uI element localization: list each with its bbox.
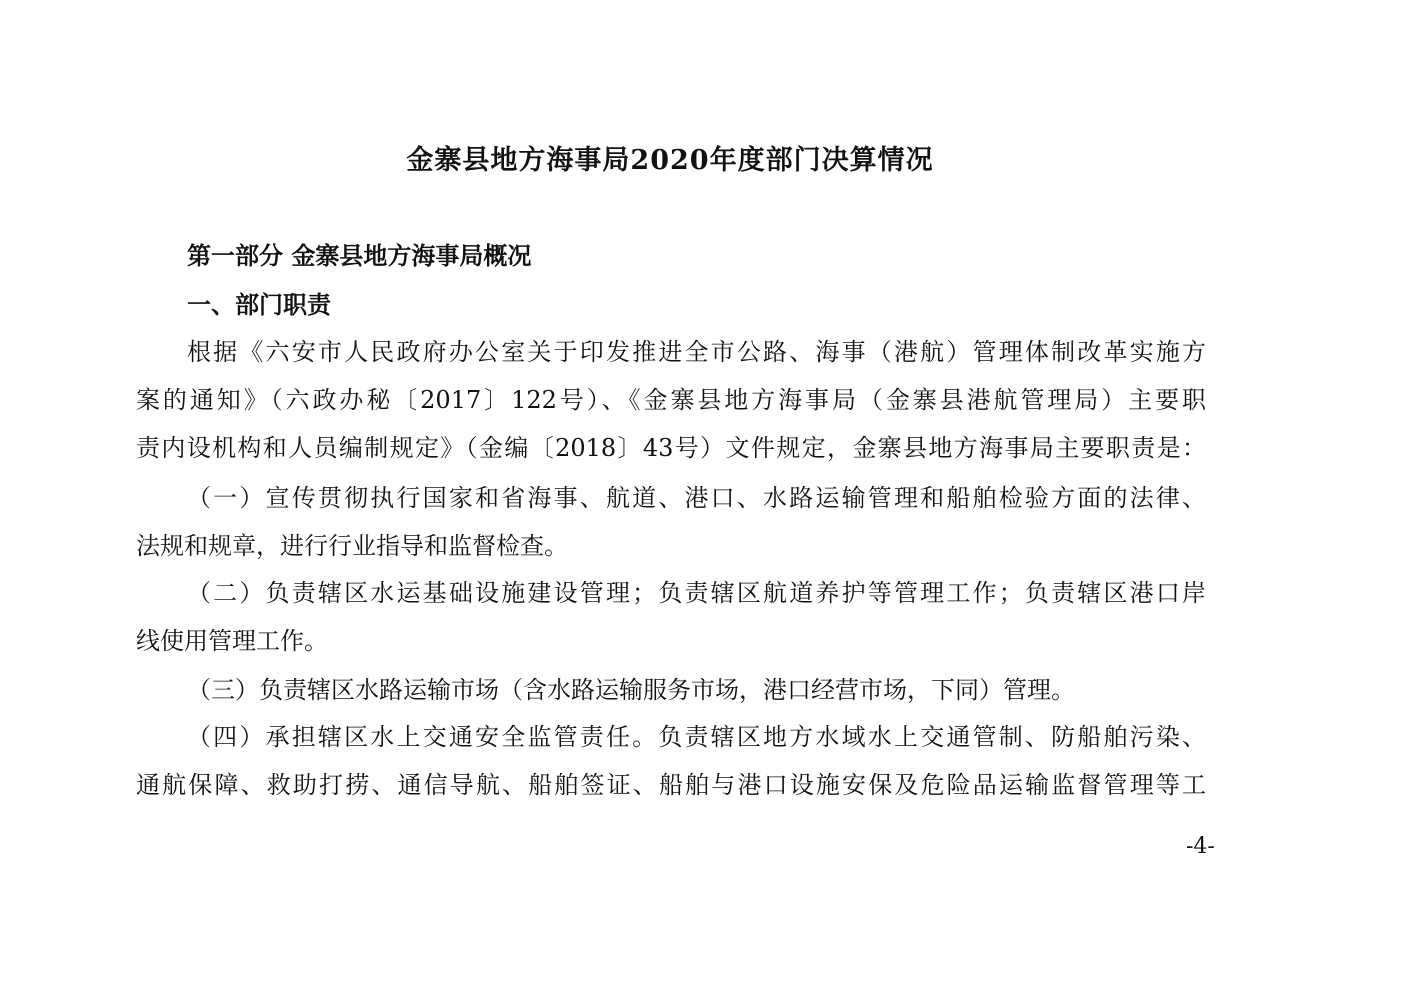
paragraph-line: （一）宣传贯彻执行国家和省海事、航道、港口、水路运输管理和船舶检验方面的法律、	[187, 484, 1206, 512]
page-number: -4-	[1186, 834, 1215, 859]
paragraph-line: 责内设机构和人员编制规定》（金编〔2018〕43号）文件规定，金寨县地方海事局主要职责是：	[136, 434, 1206, 462]
paragraph-line: （四）承担辖区水上交通安全监管责任。负责辖区地方水域水上交通管制、防船舶污染、	[187, 723, 1206, 751]
document-title: 金寨县地方海事局2020年度部门决算情况	[406, 145, 934, 176]
paragraph-line: 通航保障、救助打捞、通信导航、船舶签证、船舶与港口设施安保及危险品运输监督管理等工	[136, 771, 1206, 799]
paragraph-line: 法规和规章，进行行业指导和监督检查。	[136, 532, 568, 560]
section-heading: 一、部门职责	[187, 290, 331, 319]
paragraph-line: 根据《六安市人民政府办公室关于印发推进全市公路、海事（港航）管理体制改革实施方	[187, 338, 1206, 366]
paragraph-line: （三）负责辖区水路运输市场（含水路运输服务市场，港口经营市场，下同）管理。	[187, 676, 1075, 704]
paragraph-line: 线使用管理工作。	[136, 627, 328, 655]
part-heading: 第一部分 金寨县地方海事局概况	[187, 241, 532, 270]
paragraph-line: （二）负责辖区水运基础设施建设管理；负责辖区航道养护等管理工作；负责辖区港口岸	[187, 579, 1206, 607]
paragraph-line: 案的通知》（六政办秘〔2017〕122号）、《金寨县地方海事局（金寨县港航管理局）主要职	[136, 386, 1206, 414]
